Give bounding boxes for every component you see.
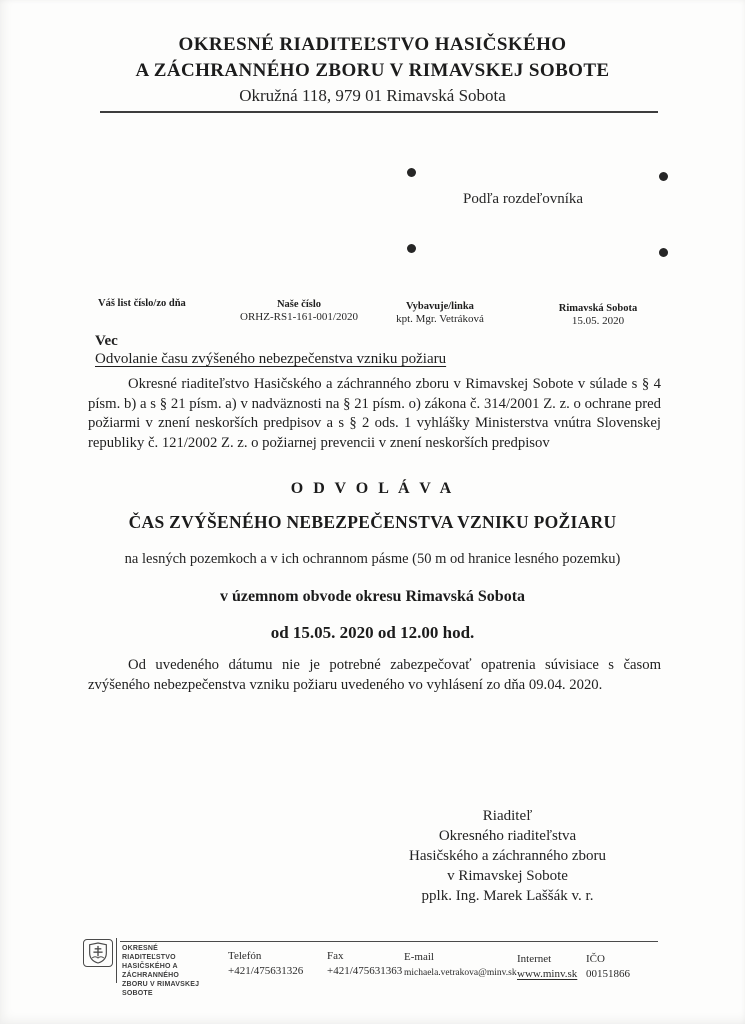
footer-ico-value: 00151866 — [586, 968, 630, 980]
footer-fax — [327, 950, 402, 977]
signature-org-line2: Hasičského a záchranného zboru — [409, 848, 606, 864]
footer-email-value: michaela.vetrakova@minv.sk — [404, 968, 517, 978]
punch-mark-dot-top-right — [659, 172, 668, 181]
footer-internet — [517, 953, 577, 980]
footer-vertical-divider — [116, 938, 117, 983]
subject-title: Odvolanie času zvýšeného nebezpečenstva vzniku požiaru — [95, 351, 447, 367]
footer-internet-label: Internet — [517, 953, 552, 965]
footer-org-name — [122, 944, 227, 998]
body-paragraph-1: Okresné riaditeľstvo Hasičského a záchranného zboru v Rimavskej Sobote v súlade s § 4 písm. b) a s § 21 písm. a) v nadväznosti na § 21 písm. o) zákona č. 314/2001 Z. z. o ochrane pred požiarmi v znení neskorších predpisov a s § 2 ods. 1 vyhlášky Ministerstva vnútra Slovenskej republiky č. 121/2002 Z. z. o požiarnej prevencii v znení neskorších predpisov — [88, 376, 661, 451]
footer-org-line4: ZBORU V RIMAVSKEJ SOBOTE — [122, 981, 200, 997]
recipient-note: Podľa rozdeľovníka — [463, 191, 584, 207]
footer-divider — [120, 941, 658, 942]
footer-phone-value: +421/475631326 — [228, 965, 304, 977]
signature-org-line3: v Rimavskej Sobote — [447, 868, 568, 884]
signature-org-line1: Okresného riaditeľstva — [438, 828, 577, 844]
footer-internet-value: www.minv.sk — [517, 968, 578, 980]
footer-ico — [586, 953, 630, 980]
letterhead-divider — [100, 111, 658, 113]
coat-of-arms-icon — [88, 942, 108, 964]
footer-email — [404, 951, 517, 978]
footer-ico-label: IČO — [586, 953, 605, 965]
ref-our-number-value: ORHZ-RS1-161-001/2020 — [240, 311, 358, 323]
ref-our-number-label: Naše číslo — [276, 299, 322, 310]
signature-name: pplk. Ing. Marek Laššák v. r. — [421, 888, 594, 904]
org-name-line2: A ZÁCHRANNÉHO ZBORU V RIMAVSKEJ SOBOTE — [135, 60, 610, 81]
declaration-effective-date: od 15.05. 2020 od 12.00 hod. — [270, 623, 475, 642]
org-name-line1: OKRESNÉ RIADITEĽSTVO HASIČSKÉHO — [178, 34, 567, 55]
declaration-object: ČAS ZVÝŠENÉHO NEBEZPEČENSTVA VZNIKU POŽIARU — [128, 512, 617, 532]
ref-handler — [370, 300, 510, 326]
signature-block — [385, 806, 630, 906]
ref-your-letter — [98, 297, 186, 310]
ref-our-number — [229, 298, 369, 324]
footer-org-line1: OKRESNÉ — [122, 945, 159, 952]
footer-fax-label: Fax — [327, 950, 344, 962]
ref-place-date — [533, 302, 663, 328]
punch-mark-dot-bottom-right — [659, 248, 668, 257]
punch-mark-dot-bottom-left — [407, 244, 416, 253]
coat-of-arms-box — [83, 939, 113, 967]
letterhead — [60, 32, 685, 108]
org-address: Okružná 118, 979 01 Rimavská Sobota — [239, 86, 506, 105]
ref-handler-label: Vybavuje/linka — [406, 301, 474, 312]
footer-org-line2: RIADITEĽSTVO — [122, 954, 176, 961]
subject-label: Vec — [95, 333, 118, 349]
declaration-word: O D V O L Á V A — [290, 480, 455, 497]
ref-place-label: Rimavská Sobota — [558, 303, 638, 314]
ref-date-value: 15.05. 2020 — [571, 315, 625, 327]
footer-phone — [228, 950, 303, 977]
footer-phone-label: Telefón — [228, 950, 262, 962]
punch-mark-dot-top-left — [407, 168, 416, 177]
declaration-territory: v územnom obvode okresu Rimavská Sobota — [219, 588, 526, 605]
ref-handler-value: kpt. Mgr. Vetráková — [396, 313, 484, 325]
signature-title: Riaditeľ — [482, 808, 533, 824]
ref-your-letter-label: Váš list číslo/zo dňa — [98, 298, 186, 309]
declaration-scope: na lesných pozemkoch a v ich ochrannom pásme (50 m od hranice lesného pozemku) — [124, 551, 621, 567]
footer-email-label: E-mail — [404, 951, 434, 963]
footer-fax-value: +421/475631363 — [327, 965, 403, 977]
body-paragraph-2: Od uvedeného dátumu nie je potrebné zabezpečovať opatrenia súvisiace s časom zvýšeného nebezpečenstva vzniku požiaru uvedeného vo vyhlásení zo dňa 09.04. 2020. — [88, 657, 661, 693]
footer-org-line3: HASIČSKÉHO A ZÁCHRANNÉHO — [122, 963, 180, 979]
